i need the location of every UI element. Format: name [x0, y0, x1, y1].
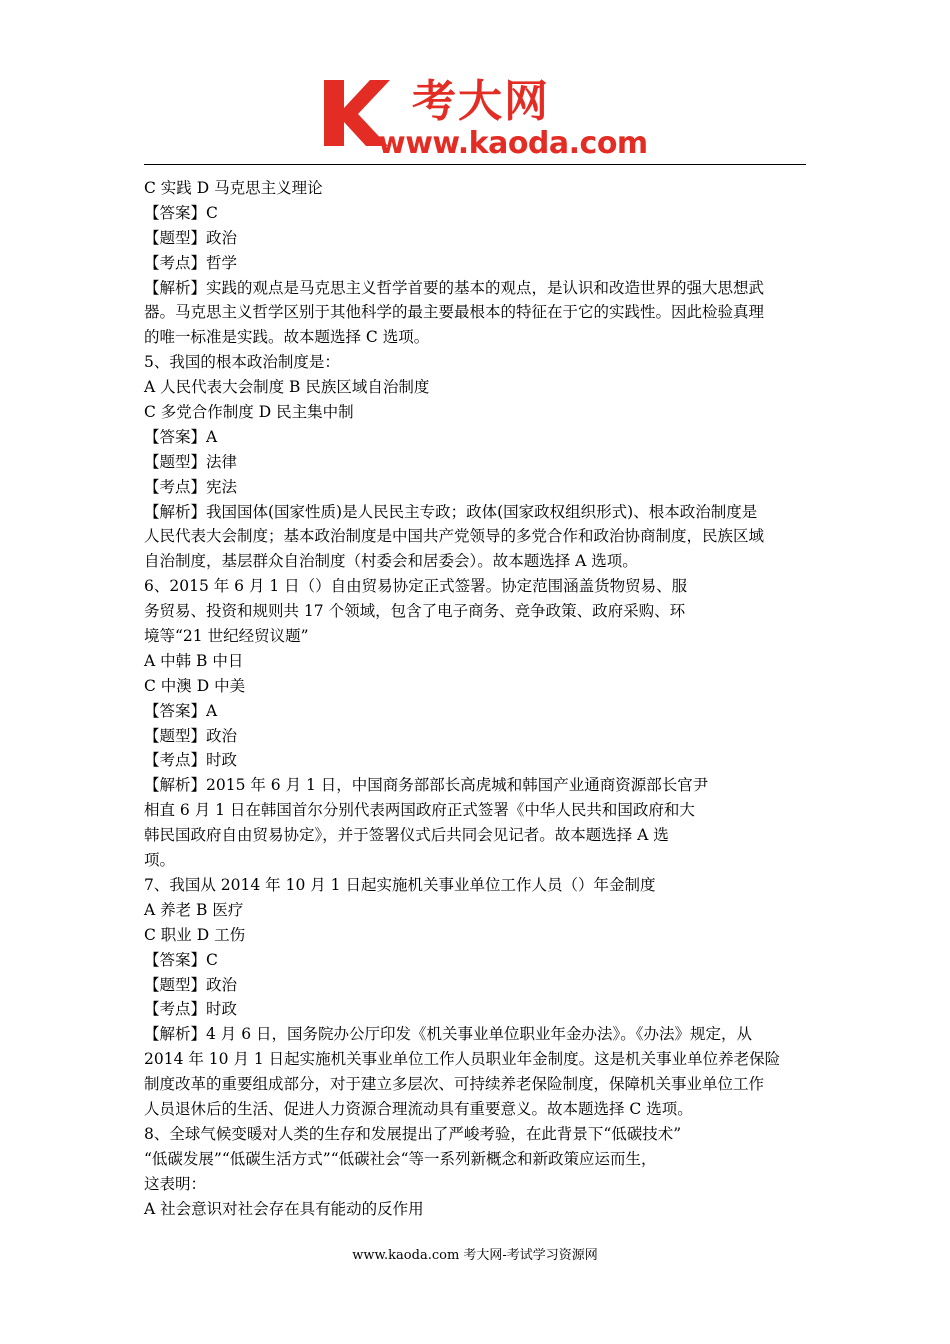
- text-line: 【答案】C: [144, 950, 218, 969]
- text-line: C 实践 D 马克思主义理论: [144, 179, 323, 197]
- text-line: 【考点】时政: [144, 751, 238, 770]
- text-line: 的唯一标准是实践。故本题选择 C 选项。: [144, 328, 430, 347]
- text-line: 相直 6 月 1 日在韩国首尔分别代表两国政府正式签署《中华人民共和国政府和大: [144, 801, 695, 820]
- text-line: 器。马克思主义哲学区别于其他科学的最主要最根本的特征在于它的实践性。因此检验真理: [144, 303, 765, 322]
- text-line: 【解析】我国国体(国家性质)是人民民主专政；政体(国家政权组织形式)、根本政治制度是: [144, 502, 758, 521]
- text-line: 6、2015 年 6 月 1 日（）自由贸易协定正式签署。协定范围涵盖货物贸易、服: [144, 577, 688, 596]
- text-line: 2014 年 10 月 1 日起实施机关事业单位工作人员职业年金制度。这是机关事业单位养老保险: [144, 1050, 781, 1069]
- text-line: 【答案】A: [144, 701, 218, 720]
- text-line: 【题型】政治: [144, 228, 238, 247]
- text-line: C 多党合作制度 D 民主集中制: [144, 403, 354, 422]
- text-line: 5、我国的根本政治制度是：: [144, 353, 340, 372]
- text-line: 人民代表大会制度；基本政治制度是中国共产党领导的多党合作和政治协商制度，民族区域: [144, 527, 765, 546]
- text-line: 自治制度，基层群众自治制度（村委会和居委会）。故本题选择 A 选项。: [144, 552, 638, 571]
- text-line: 【答案】A: [144, 427, 218, 446]
- text-line: 务贸易、投资和规则共 17 个领域，包含了电子商务、竞争政策、政府采购、环: [144, 602, 686, 621]
- text-line: 【解析】实践的观点是马克思主义哲学首要的基本的观点，是认识和改造世界的强大思想武: [144, 278, 765, 297]
- text-line: 【解析】4 月 6 日，国务院办公厅印发《机关事业单位职业年金办法》。《办法》规定，从: [144, 1025, 753, 1044]
- text-line: “低碳发展”“低碳生活方式”“低碳社会“等一系列新概念和新政策应运而生，: [144, 1149, 657, 1168]
- text-line: A 社会意识对社会存在具有能动的反作用: [144, 1199, 424, 1218]
- document-body: [144, 176, 814, 1221]
- text-line: A 人民代表大会制度 B 民族区域自治制度: [144, 378, 430, 397]
- text-line: C 职业 D 工伤: [144, 925, 246, 944]
- text-line: 【考点】哲学: [144, 253, 238, 272]
- text-line: 人员退休后的生活、促进人力资源合理流动具有重要意义。故本题选择 C 选项。: [144, 1099, 693, 1118]
- text-line: 7、我国从 2014 年 10 月 1 日起实施机关事业单位工作人员（）年金制度: [144, 875, 656, 894]
- text-line: 【题型】法律: [144, 452, 238, 471]
- logo-chinese-name: 考大网: [412, 76, 550, 127]
- site-logo: [320, 76, 648, 162]
- text-line: 【考点】时政: [144, 1000, 238, 1019]
- text-line: A 养老 B 医疗: [144, 900, 244, 919]
- text-line: 【题型】政治: [144, 726, 238, 745]
- text-line: 8、全球气候变暖对人类的生存和发展提出了严峻考验，在此背景下“低碳技术”: [144, 1124, 682, 1143]
- logo-url: www.kaoda.com: [378, 126, 648, 161]
- text-line: 【解析】2015 年 6 月 1 日，中国商务部部长高虎城和韩国产业通商资源部长官尹: [144, 776, 709, 795]
- text-line: 境等“21 世纪经贸议题”: [144, 627, 309, 646]
- text-line: A 中韩 B 中日: [144, 651, 244, 670]
- text-line: C 中澳 D 中美: [144, 676, 246, 695]
- text-line: 【题型】政治: [144, 975, 238, 994]
- text-line: 制度改革的重要组成部分，对于建立多层次、可持续养老保险制度，保障机关事业单位工作: [144, 1075, 765, 1094]
- text-line: 韩民国政府自由贸易协定》，并于签署仪式后共同会见记者。故本题选择 A 选: [144, 826, 669, 845]
- text-line: 项。: [144, 851, 176, 870]
- text-line: 这表明：: [144, 1174, 207, 1193]
- text-line: 【答案】C: [144, 203, 218, 222]
- text-line: 【考点】宪法: [144, 477, 238, 496]
- header-divider: [144, 164, 806, 165]
- page-footer: www.kaoda.com 考大网-考试学习资源网: [352, 1248, 598, 1263]
